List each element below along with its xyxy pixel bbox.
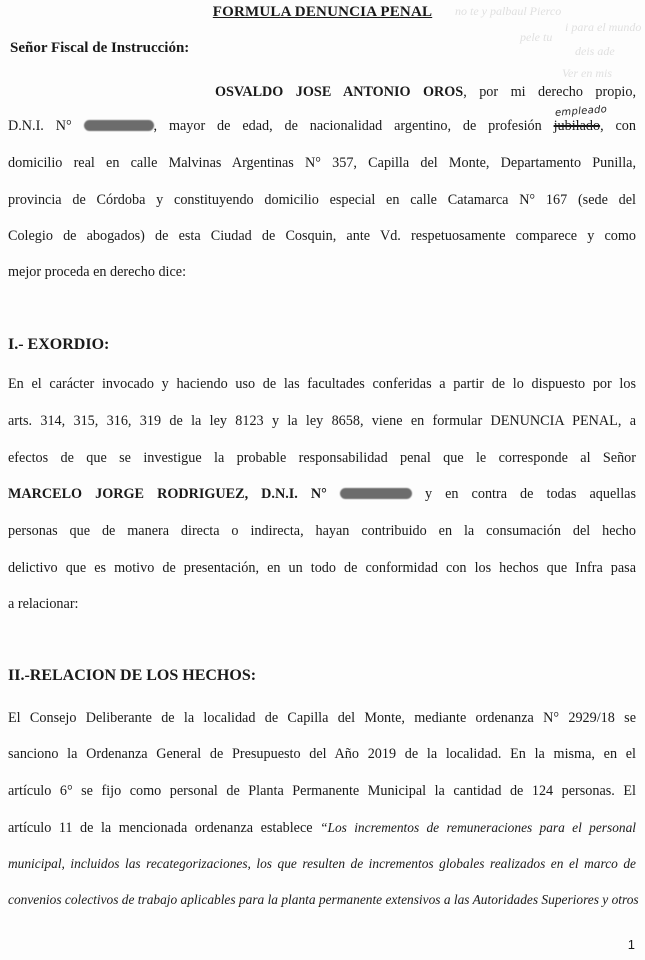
hechos-line-5: municipal, incluidos las recategorizaciones, los que resulten de incrementos globales realizados en el marco de <box>8 856 636 871</box>
struck-profession: jubilado <box>553 118 601 134</box>
handwritten-correction: empleado <box>554 104 608 119</box>
exordio-line-3: efectos de que se investigue la probable responsabilidad penal que le corresponde al Señor <box>8 450 636 466</box>
exordio-line-7: a relacionar: <box>8 596 79 612</box>
intro-line-1 <box>215 84 636 100</box>
intro-line-4: provincia de Córdoba y constituyendo domicilio especial en calle Catamarca N° 167 (sede del <box>8 192 636 208</box>
hechos-line-1: El Consejo Deliberante de la localidad de Capilla del Monte, mediante ordenanza N° 2929/18 se <box>8 710 636 726</box>
exordio-line-2: arts. 314, 315, 316, 319 de la ley 8123 y la ley 8658, viene en formular DENUNCIA PENAL, a <box>8 413 636 429</box>
bleed-through-text: i para el mundo <box>565 20 642 34</box>
intro-text: , por mi derecho propio, <box>463 84 636 100</box>
exordio-line-4 <box>8 486 636 502</box>
salutation: Señor Fiscal de Instrucción: <box>10 40 190 56</box>
hechos-text: artículo 11 de la mencionada ordenanza establece <box>8 820 313 836</box>
bleed-through-text: deis ade <box>575 44 615 58</box>
redacted-dni <box>84 120 154 131</box>
section-heading-hechos: II.-RELACION DE LOS HECHOS: <box>8 667 257 684</box>
intro-text: , mayor de edad, de nacionalidad argentino, de profesión <box>153 118 542 134</box>
hechos-line-3: artículo 6° se fijo como personal de Planta Permanente Municipal la cantidad de 124 personas. El <box>8 783 636 799</box>
exordio-line-6: delictivo que es motivo de presentación, en un todo de conformidad con los hechos que Infra pasa <box>8 560 636 576</box>
exordio-line-1: En el carácter invocado y haciendo uso de las facultades conferidas a partir de lo dispuesto por los <box>8 376 636 392</box>
intro-line-5: Colegio de abogados) de esta Ciudad de Cosquin, ante Vd. respetuosamente comparece y como <box>8 228 636 244</box>
intro-line-6: mejor proceda en derecho dice: <box>8 264 187 280</box>
bleed-through-text: Ver en mis <box>562 66 612 80</box>
page-number: 1 <box>627 937 635 952</box>
document-title: FORMULA DENUNCIA PENAL <box>212 4 433 20</box>
intro-line-3: domicilio real en calle Malvinas Argentinas N° 357, Capilla del Monte, Departamento Punilla, <box>8 155 636 171</box>
bleed-through-text: pele tu <box>520 30 553 44</box>
hechos-line-6: convenios colectivos de trabajo aplicables para la planta permanente extensivos a las Autoridades Superiores y otros <box>8 892 639 907</box>
dni-label: D.N.I. N° <box>8 118 72 134</box>
quoted-text: “Los incrementos de remuneraciones para el personal <box>320 820 637 835</box>
accused-name: MARCELO JORGE RODRIGUEZ, D.N.I. N° <box>8 486 327 502</box>
redacted-dni <box>340 488 412 499</box>
complainant-name: OSVALDO JOSE ANTONIO OROS <box>215 84 464 100</box>
hechos-line-2: sanciono la Ordenanza General de Presupuesto del Año 2019 de la localidad. En la misma, en el <box>8 746 636 762</box>
hechos-line-4 <box>8 820 636 836</box>
exordio-text: y en contra de todas aquellas <box>424 486 636 502</box>
intro-line-2 <box>8 118 636 134</box>
intro-text: , con <box>600 118 636 134</box>
exordio-line-5: personas que de manera directa o indirecta, hayan contribuido en la consumación del hecho <box>8 523 636 539</box>
bleed-through-text: no te y palbaul Pierco <box>455 4 562 18</box>
section-heading-exordio: I.- EXORDIO: <box>8 336 110 353</box>
